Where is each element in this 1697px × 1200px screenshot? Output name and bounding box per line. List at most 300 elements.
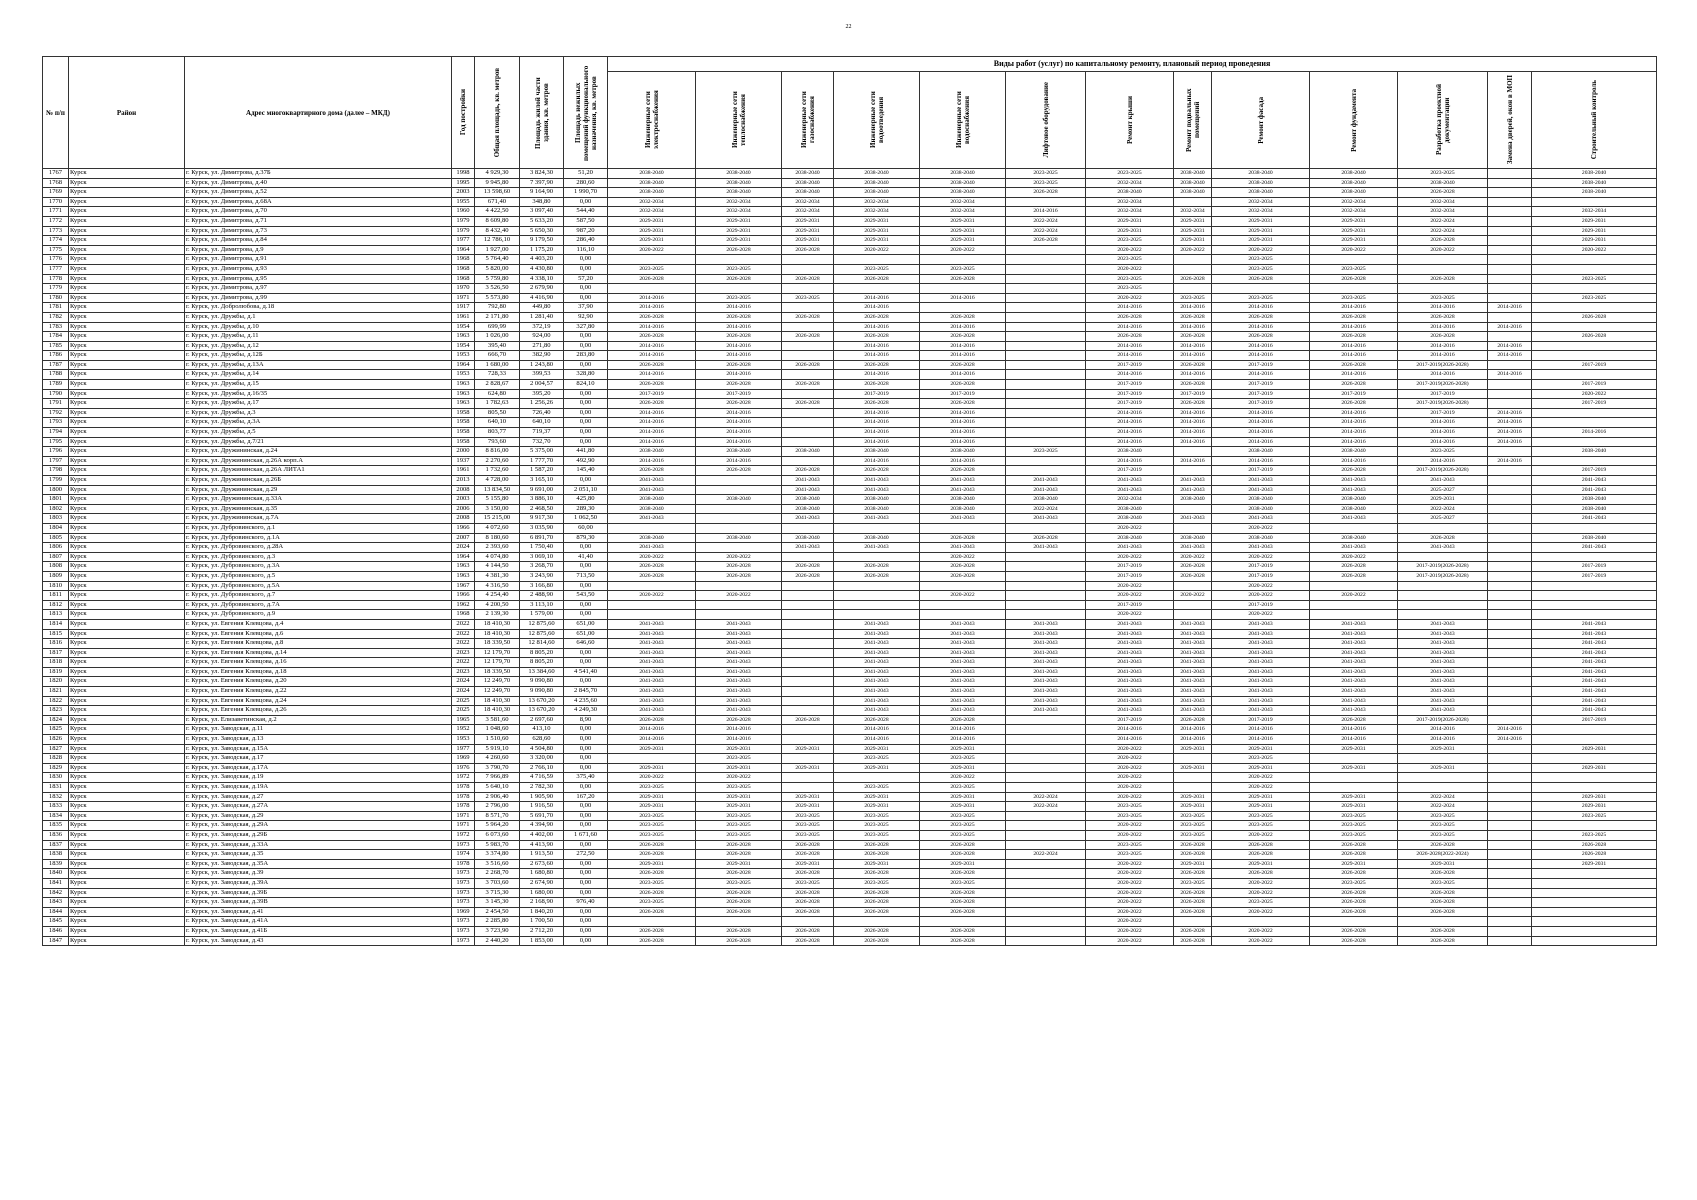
- table-cell: 2020-2022: [1086, 936, 1174, 946]
- table-cell: 4 413,90: [520, 840, 564, 850]
- table-cell: 2026-2028: [920, 888, 1006, 898]
- table-cell: 2017-2019: [1532, 360, 1657, 370]
- table-cell: [920, 523, 1006, 533]
- table-cell: Курск: [69, 936, 185, 946]
- table-cell: 2014-2016: [1086, 428, 1174, 438]
- table-cell: 1789: [43, 380, 69, 390]
- table-cell: [1532, 878, 1657, 888]
- table-row: [43, 399, 1657, 409]
- table-cell: г. Курск, ул. Дружбы, д.12: [185, 341, 452, 351]
- table-cell: 2023: [452, 667, 475, 677]
- table-cell: 2029-2031: [1212, 763, 1310, 773]
- table-row: [43, 485, 1657, 495]
- table-row: [43, 581, 1657, 591]
- table-cell: 2038-2040: [696, 169, 782, 179]
- table-cell: [1174, 754, 1212, 764]
- table-cell: 2026-2028: [1086, 312, 1174, 322]
- table-cell: 2022: [452, 639, 475, 649]
- table-cell: 2032-2034: [696, 197, 782, 207]
- table-cell: Курск: [69, 898, 185, 908]
- table-cell: Курск: [69, 216, 185, 226]
- table-cell: 12 875,60: [520, 619, 564, 629]
- table-cell: [1532, 264, 1657, 274]
- table-cell: 2014-2016: [696, 725, 782, 735]
- table-cell: г. Курск, ул. Заводская, д.35: [185, 850, 452, 860]
- table-cell: [1006, 351, 1086, 361]
- table-cell: 2017-2019: [608, 389, 696, 399]
- table-row: [43, 667, 1657, 677]
- table-cell: 2017-2019: [1174, 389, 1212, 399]
- table-cell: 1971: [452, 821, 475, 831]
- table-cell: 18 410,30: [475, 629, 520, 639]
- table-cell: 348,80: [520, 197, 564, 207]
- table-header: [43, 57, 1657, 169]
- table-cell: 2029-2031: [1212, 802, 1310, 812]
- table-cell: 2014-2016: [1212, 735, 1310, 745]
- table-cell: [608, 754, 696, 764]
- table-cell: [1174, 284, 1212, 294]
- table-row: [43, 523, 1657, 533]
- table-cell: 2026-2028: [1086, 332, 1174, 342]
- table-cell: 2026-2028: [1174, 869, 1212, 879]
- table-row: [43, 639, 1657, 649]
- table-cell: 2041-2043: [834, 629, 920, 639]
- table-cell: 2041-2043: [1212, 696, 1310, 706]
- table-cell: [782, 418, 834, 428]
- table-cell: 1979: [452, 226, 475, 236]
- table-cell: 18 410,30: [475, 696, 520, 706]
- table-cell: 2023-2025: [1310, 811, 1398, 821]
- table-cell: 2017-2019: [1398, 389, 1488, 399]
- table-cell: 2017-2019: [1086, 571, 1174, 581]
- table-cell: г. Курск, ул. Заводская, д.43: [185, 936, 452, 946]
- table-cell: 2041-2043: [1174, 619, 1212, 629]
- table-cell: г. Курск, ул. Дружбы, д.14: [185, 370, 452, 380]
- table-cell: 2041-2043: [608, 639, 696, 649]
- table-cell: 1790: [43, 389, 69, 399]
- table-cell: 2017-2019: [1086, 399, 1174, 409]
- table-row: [43, 744, 1657, 754]
- table-cell: 0,00: [564, 783, 608, 793]
- table-cell: [1398, 284, 1488, 294]
- table-cell: [1532, 255, 1657, 265]
- table-cell: [1006, 581, 1086, 591]
- table-cell: 3 516,60: [475, 859, 520, 869]
- table-cell: 2026-2028: [696, 562, 782, 572]
- table-cell: 2041-2043: [1174, 667, 1212, 677]
- table-cell: [1488, 821, 1532, 831]
- table-cell: г. Курск, ул. Дубровинского, д.1А: [185, 533, 452, 543]
- table-cell: 2023-2025: [1212, 754, 1310, 764]
- table-cell: 0,00: [564, 869, 608, 879]
- table-cell: 2020-2022: [1212, 773, 1310, 783]
- table-cell: Курск: [69, 322, 185, 332]
- table-cell: 1 905,90: [520, 792, 564, 802]
- table-cell: 1817: [43, 648, 69, 658]
- table-cell: 2023-2025: [696, 878, 782, 888]
- table-cell: 1778: [43, 274, 69, 284]
- table-cell: Курск: [69, 562, 185, 572]
- table-cell: 2023-2025: [1310, 264, 1398, 274]
- table-cell: 327,80: [564, 322, 608, 332]
- table-cell: 2026-2028: [834, 926, 920, 936]
- table-cell: 1 680,00: [520, 888, 564, 898]
- table-cell: 8 180,60: [475, 533, 520, 543]
- table-cell: 2041-2043: [1398, 658, 1488, 668]
- table-cell: 2014-2016: [834, 725, 920, 735]
- table-cell: 2041-2043: [696, 696, 782, 706]
- table-cell: 2020-2022: [920, 591, 1006, 601]
- table-cell: 2026-2028: [1532, 850, 1657, 860]
- table-cell: [1488, 898, 1532, 908]
- table-cell: 286,40: [564, 236, 608, 246]
- table-cell: [1398, 917, 1488, 927]
- table-cell: [1488, 476, 1532, 486]
- table-cell: [1532, 888, 1657, 898]
- table-cell: 0,00: [564, 418, 608, 428]
- table-cell: 2014-2016: [1086, 456, 1174, 466]
- table-cell: 2006: [452, 504, 475, 514]
- table-cell: 544,40: [564, 207, 608, 217]
- table-cell: 2014-2016: [1310, 428, 1398, 438]
- table-cell: Курск: [69, 811, 185, 821]
- table-cell: [782, 322, 834, 332]
- table-cell: 2029-2031: [1086, 216, 1174, 226]
- table-cell: 4 430,80: [520, 264, 564, 274]
- table-cell: 0,00: [564, 581, 608, 591]
- table-cell: 1845: [43, 917, 69, 927]
- table-cell: 2041-2043: [1086, 706, 1174, 716]
- table-cell: 2038-2040: [1086, 504, 1174, 514]
- table-row: [43, 687, 1657, 697]
- table-cell: г. Курск, ул. Дружбы, д.1: [185, 312, 452, 322]
- table-cell: 2029-2031: [1310, 744, 1398, 754]
- table-row: [43, 428, 1657, 438]
- table-cell: 2041-2043: [1532, 485, 1657, 495]
- table-cell: 2014-2016: [834, 370, 920, 380]
- table-cell: [1532, 552, 1657, 562]
- table-cell: [1174, 523, 1212, 533]
- table-cell: 1839: [43, 859, 69, 869]
- table-cell: 2041-2043: [1398, 629, 1488, 639]
- table-cell: 5 650,30: [520, 226, 564, 236]
- table-cell: 2014-2016: [834, 437, 920, 447]
- table-cell: 1797: [43, 456, 69, 466]
- table-cell: 3 715,30: [475, 888, 520, 898]
- table-cell: 2041-2043: [1006, 648, 1086, 658]
- table-cell: 1953: [452, 370, 475, 380]
- table-cell: 2022: [452, 629, 475, 639]
- table-cell: 1791: [43, 399, 69, 409]
- table-cell: [1174, 447, 1212, 457]
- table-cell: [1006, 466, 1086, 476]
- table-cell: 2029-2031: [1212, 792, 1310, 802]
- table-cell: Курск: [69, 802, 185, 812]
- table-cell: 2023-2025: [696, 811, 782, 821]
- table-cell: 2029-2031: [1174, 792, 1212, 802]
- table-cell: [1488, 658, 1532, 668]
- table-cell: 2029-2031: [1212, 744, 1310, 754]
- table-cell: 2014-2016: [1174, 428, 1212, 438]
- table-cell: 12 249,70: [475, 687, 520, 697]
- table-cell: 2038-2040: [920, 447, 1006, 457]
- table-cell: 1822: [43, 696, 69, 706]
- table-cell: 2017-2019: [1212, 562, 1310, 572]
- table-cell: 1961: [452, 466, 475, 476]
- table-cell: 1771: [43, 207, 69, 217]
- table-cell: г. Курск, ул. Дубровинского, д.3: [185, 552, 452, 562]
- table-cell: 2023-2025: [920, 264, 1006, 274]
- table-cell: 726,40: [520, 408, 564, 418]
- table-cell: 2014-2016: [834, 341, 920, 351]
- table-cell: 2014-2016: [608, 293, 696, 303]
- table-cell: 2014-2016: [834, 293, 920, 303]
- table-cell: 2020-2022: [1532, 245, 1657, 255]
- table-cell: 1827: [43, 744, 69, 754]
- table-cell: 2026-2028: [1310, 715, 1398, 725]
- table-cell: Курск: [69, 514, 185, 524]
- table-cell: Курск: [69, 399, 185, 409]
- table-cell: 2017-2019: [1086, 360, 1174, 370]
- table-cell: 13 834,50: [475, 485, 520, 495]
- table-cell: 2020-2022: [1212, 888, 1310, 898]
- table-cell: 2032-2034: [1532, 207, 1657, 217]
- table-cell: 2026-2028: [920, 936, 1006, 946]
- table-cell: [834, 581, 920, 591]
- table-cell: 2041-2043: [1086, 476, 1174, 486]
- table-cell: [782, 552, 834, 562]
- table-cell: 3 320,00: [520, 754, 564, 764]
- table-cell: 2029-2031: [1174, 236, 1212, 246]
- table-cell: 2014-2016: [1310, 437, 1398, 447]
- table-cell: 0,00: [564, 284, 608, 294]
- table-cell: [1212, 284, 1310, 294]
- table-cell: [834, 610, 920, 620]
- table-cell: 2029-2031: [1532, 744, 1657, 754]
- table-cell: 2041-2043: [608, 543, 696, 553]
- table-cell: 2026-2028: [608, 888, 696, 898]
- table-cell: 2 906,40: [475, 792, 520, 802]
- table-cell: 2 270,60: [475, 456, 520, 466]
- table-cell: 2038-2040: [1174, 533, 1212, 543]
- table-cell: [920, 284, 1006, 294]
- table-cell: 1972: [452, 773, 475, 783]
- table-cell: 2026-2028: [920, 274, 1006, 284]
- table-cell: 2014-2016: [1310, 351, 1398, 361]
- table-row: [43, 802, 1657, 812]
- table-cell: 2029-2031: [782, 744, 834, 754]
- table-cell: 2038-2040: [1086, 188, 1174, 198]
- table-cell: [1532, 197, 1657, 207]
- table-cell: 2026-2028: [920, 312, 1006, 322]
- table-cell: 2023-2025: [1398, 830, 1488, 840]
- table-cell: [782, 667, 834, 677]
- table-cell: 2041-2043: [1398, 687, 1488, 697]
- table-cell: 1 700,50: [520, 917, 564, 927]
- table-row: [43, 811, 1657, 821]
- table-cell: 2014-2016: [1488, 418, 1532, 428]
- table-cell: 2041-2043: [1310, 629, 1398, 639]
- table-cell: 2014-2016: [1212, 341, 1310, 351]
- table-cell: 2026-2028: [696, 850, 782, 860]
- table-cell: 2014-2016: [1398, 735, 1488, 745]
- table-cell: 1973: [452, 898, 475, 908]
- table-row: [43, 264, 1657, 274]
- table-row: [43, 245, 1657, 255]
- table-cell: 2014-2016: [1398, 322, 1488, 332]
- table-cell: 2007: [452, 533, 475, 543]
- table-cell: 2026-2028: [782, 332, 834, 342]
- table-cell: [1488, 571, 1532, 581]
- table-cell: 1976: [452, 763, 475, 773]
- table-cell: [1488, 850, 1532, 860]
- table-cell: 2026-2028: [608, 840, 696, 850]
- table-cell: [1532, 907, 1657, 917]
- table-cell: 2014-2016: [608, 735, 696, 745]
- table-cell: 2014-2016: [696, 303, 782, 313]
- table-row: [43, 322, 1657, 332]
- table-cell: 2029-2031: [696, 763, 782, 773]
- table-cell: 2003: [452, 188, 475, 198]
- table-cell: 2017-2019: [1532, 715, 1657, 725]
- table-cell: 2020-2022: [1086, 917, 1174, 927]
- table-cell: 2022-2024: [1006, 792, 1086, 802]
- table-cell: 2032-2034: [1310, 207, 1398, 217]
- table-cell: г. Курск, ул. Дружининская, д.26А корп.А: [185, 456, 452, 466]
- table-cell: г. Курск, ул. Дружбы, д.13А: [185, 360, 452, 370]
- table-cell: 2017-2019: [834, 389, 920, 399]
- table-cell: 805,50: [475, 408, 520, 418]
- table-cell: 2041-2043: [1398, 648, 1488, 658]
- table-cell: [782, 284, 834, 294]
- table-cell: 2041-2043: [1174, 629, 1212, 639]
- table-cell: 1967: [452, 581, 475, 591]
- table-cell: 2029-2031: [920, 859, 1006, 869]
- table-cell: [834, 255, 920, 265]
- table-cell: 1937: [452, 456, 475, 466]
- table-cell: Курск: [69, 312, 185, 322]
- table-cell: 1806: [43, 543, 69, 553]
- table-cell: 0,00: [564, 811, 608, 821]
- table-cell: 2026-2028: [1212, 850, 1310, 860]
- table-cell: [1488, 360, 1532, 370]
- table-cell: 1 281,40: [520, 312, 564, 322]
- table-cell: 1772: [43, 216, 69, 226]
- table-cell: 2029-2031: [1310, 763, 1398, 773]
- table-cell: 2038-2040: [1212, 495, 1310, 505]
- table-cell: [1488, 802, 1532, 812]
- table-cell: 2029-2031: [1174, 226, 1212, 236]
- table-cell: 2023-2025: [608, 811, 696, 821]
- table-cell: 2041-2043: [920, 706, 1006, 716]
- table-cell: 2041-2043: [1532, 639, 1657, 649]
- table-cell: [1532, 898, 1657, 908]
- table-cell: [696, 485, 782, 495]
- table-cell: 328,80: [564, 370, 608, 380]
- table-cell: [1398, 552, 1488, 562]
- table-cell: 2029-2031: [1212, 859, 1310, 869]
- table-cell: 4 402,00: [520, 830, 564, 840]
- table-cell: 6 073,60: [475, 830, 520, 840]
- table-cell: 2032-2034: [782, 197, 834, 207]
- table-cell: 2041-2043: [1398, 667, 1488, 677]
- table-cell: 2029-2031: [608, 744, 696, 754]
- table-cell: [1488, 888, 1532, 898]
- table-cell: 587,50: [564, 216, 608, 226]
- table-cell: г. Курск, ул. Дубровинского, д.5А: [185, 581, 452, 591]
- table-row: [43, 437, 1657, 447]
- table-row: [43, 447, 1657, 457]
- table-row: [43, 571, 1657, 581]
- table-cell: Курск: [69, 850, 185, 860]
- table-cell: 2041-2043: [920, 476, 1006, 486]
- table-cell: 2026-2028: [1174, 907, 1212, 917]
- header-area-living: Площадь жилой части здания, кв. метров: [520, 57, 564, 169]
- table-cell: 2014-2016: [920, 428, 1006, 438]
- table-cell: 2041-2043: [1212, 543, 1310, 553]
- table-cell: 0,00: [564, 735, 608, 745]
- table-cell: 2041-2043: [1174, 658, 1212, 668]
- table-cell: [782, 648, 834, 658]
- table-cell: Курск: [69, 380, 185, 390]
- table-cell: 2014-2016: [1310, 408, 1398, 418]
- table-cell: г. Курск, ул. Дружбы, д.15: [185, 380, 452, 390]
- table-cell: 2023-2025: [920, 811, 1006, 821]
- table-cell: [1488, 869, 1532, 879]
- table-cell: 2041-2043: [920, 658, 1006, 668]
- table-cell: [782, 523, 834, 533]
- table-cell: 2026-2028: [834, 907, 920, 917]
- table-cell: 2017-2019: [1212, 389, 1310, 399]
- table-cell: 1 587,20: [520, 466, 564, 476]
- table-cell: 2023-2025: [1398, 293, 1488, 303]
- table-cell: 2023-2025: [608, 264, 696, 274]
- table-cell: [1006, 456, 1086, 466]
- table-cell: 2041-2043: [834, 677, 920, 687]
- table-row: [43, 418, 1657, 428]
- table-row: [43, 725, 1657, 735]
- table-cell: 2041-2043: [834, 514, 920, 524]
- table-cell: 2029-2031: [1086, 226, 1174, 236]
- table-cell: Курск: [69, 264, 185, 274]
- table-cell: 2029-2031: [1174, 763, 1212, 773]
- table-cell: 8 805,20: [520, 658, 564, 668]
- table-cell: [782, 629, 834, 639]
- table-cell: 4 381,30: [475, 571, 520, 581]
- table-cell: 8 816,00: [475, 447, 520, 457]
- table-cell: 2020-2022: [696, 591, 782, 601]
- table-cell: 2026-2028: [1174, 926, 1212, 936]
- table-cell: 2029-2031: [834, 763, 920, 773]
- table-cell: 2041-2043: [1174, 677, 1212, 687]
- table-cell: 2020-2022: [1174, 591, 1212, 601]
- table-row: [43, 188, 1657, 198]
- table-cell: [1006, 888, 1086, 898]
- table-cell: 2024: [452, 677, 475, 687]
- table-cell: г. Курск, ул. Димитрова, д.99: [185, 293, 452, 303]
- table-cell: 2014-2016: [1310, 735, 1398, 745]
- table-cell: Курск: [69, 859, 185, 869]
- table-cell: 1963: [452, 562, 475, 572]
- table-cell: [696, 284, 782, 294]
- table-cell: 4 422,50: [475, 207, 520, 217]
- table-cell: Курск: [69, 830, 185, 840]
- table-cell: 2041-2043: [1398, 696, 1488, 706]
- table-cell: 2014-2016: [920, 351, 1006, 361]
- table-cell: 2014-2016: [608, 456, 696, 466]
- table-cell: 2041-2043: [1310, 514, 1398, 524]
- table-cell: 2 796,00: [475, 802, 520, 812]
